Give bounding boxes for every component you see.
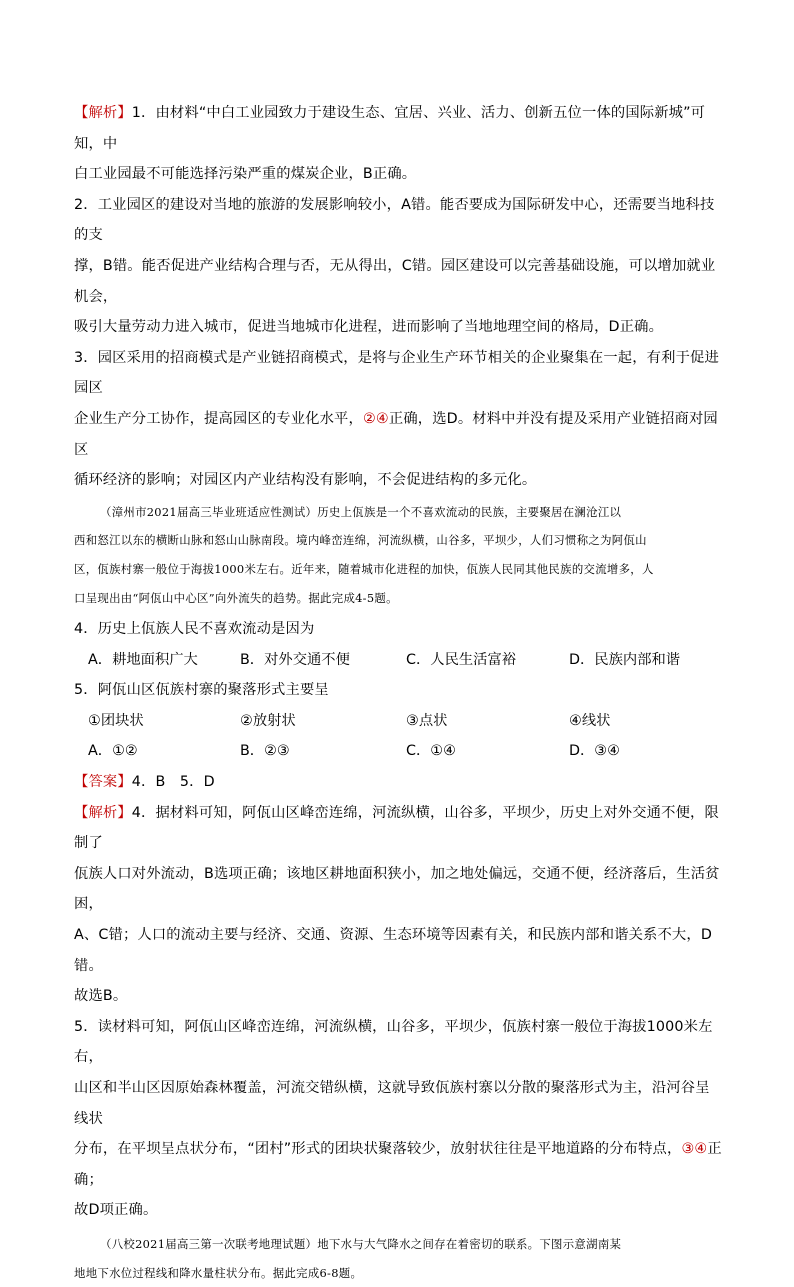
analysis-q1-line2: 白工业园最不可能选择污染严重的煤炭企业，B正确。	[74, 166, 417, 183]
intro-6-8-line2: 地地下水位过程线和降水量柱状分布。据此完成6-8题。	[74, 1265, 363, 1280]
intro-4-5-line2: 西和怒江以东的横断山脉和怒山山脉南段。境内峰峦连绵，河流纵横，山谷多，平坝少，人们习惯称之为阿佤山	[74, 533, 647, 548]
analysis-q4-line3: A、C错；人口的流动主要与经济、交通、资源、生态环境等因素有关，和民族内部和谐关系不大，D错。	[74, 927, 712, 974]
analysis-q1-line1: 【解析】1．由材料“中白工业园致力于建设生态、宜居、兴业、活力、创新五位一体的国际新城”可知，中	[74, 105, 706, 152]
item-3: ③点状	[406, 712, 448, 729]
analysis-q5-line4: 故D项正确。	[74, 1202, 158, 1219]
analysis-q2-line1: 2．工业园区的建设对当地的旅游的发展影响较小，A错。能否要成为国际研发中心，还需要当地科技的支	[74, 196, 715, 244]
option-b: B．②③	[240, 743, 290, 760]
option-c: C．人民生活富裕	[406, 651, 517, 668]
item-2: ②放射状	[240, 712, 296, 729]
question-5-options	[74, 736, 724, 767]
intro-6-8	[74, 1230, 724, 1287]
analysis-q5-line1: 5．读材料可知，阿佤山区峰峦连绵，河流纵横，山谷多，平坝少，佤族村寨一般位于海拔1000米左右，	[74, 1018, 713, 1066]
intro-4-5	[74, 498, 724, 612]
option-c: C．①④	[406, 743, 456, 760]
analysis-label: 【解析】	[74, 804, 132, 821]
analysis-q4-line1: 【解析】4．据材料可知，阿佤山区峰峦连绵，河流纵横，山谷多，平坝少，历史上对外交通不便，限制了	[74, 804, 719, 852]
option-b: B．对外交通不便	[240, 651, 350, 668]
analysis-q3-line3: 循环经济的影响；对园区内产业结构没有影响，不会促进结构的多元化。	[74, 472, 537, 489]
intro-4-5-line4: 口呈现出由“阿佤山中心区”向外流失的趋势。据此完成4-5题。	[74, 590, 398, 605]
intro-4-5-line3: 区，佤族村寨一般位于海拔1000米左右。近年来，随着城市化进程的加快，佤族人民同其他民族的交流增多，人	[74, 561, 654, 576]
question-5-stem: 5．阿佤山区佤族村寨的聚落形式主要呈	[74, 682, 329, 699]
option-a: A．耕地面积广大	[88, 651, 198, 668]
analysis-4-5	[74, 798, 724, 1226]
answer-label: 【答案】	[74, 774, 132, 791]
analysis-q5-line3: 分布，在平坝呈点状分布，“团村”形式的团块状聚落较少，放射状往往是平地道路的分布特点，③④正确；	[74, 1141, 722, 1188]
item-4: ④线状	[569, 712, 611, 729]
question-4-options	[74, 645, 724, 676]
analysis-q3-line1: 3．园区采用的招商模式是产业链招商模式，是将与企业生产环节相关的企业聚集在一起，有利于促进园区	[74, 349, 719, 397]
analysis-q2-line2: 撑，B错。能否促进产业结构合理与否，无从得出，C错。园区建设可以完善基础设施，可以增加就业机会，	[74, 257, 716, 305]
analysis-q2-line3: 吸引大量劳动力进入城市，促进当地城市化进程，进而影响了当地地理空间的格局，D正确。	[74, 319, 664, 336]
document-page	[74, 98, 724, 1287]
analysis-q4-line2: 佤族人口对外流动，B选项正确；该地区耕地面积狭小，加之地处偏远，交通不便，经济落后，生活贫困，	[74, 865, 720, 913]
answer-4-5	[74, 767, 724, 798]
question-4-stem: 4．历史上佤族人民不喜欢流动是因为	[74, 621, 315, 638]
option-d: D．民族内部和谐	[569, 651, 681, 668]
question-4	[74, 614, 724, 675]
option-d: D．③④	[569, 743, 620, 760]
highlight-answer: ③④	[681, 1141, 708, 1158]
analysis-label: 【解析】	[74, 105, 132, 121]
intro-6-8-line1: （八校2021届高三第一次联考地理试题）地下水与大气降水之间存在着密切的联系。下图示意湖南某	[100, 1236, 622, 1251]
option-a: A．①②	[88, 743, 138, 760]
answer-text: 4．B 5．D	[131, 774, 215, 791]
question-5-items	[74, 706, 724, 737]
item-1: ①团块状	[88, 712, 144, 729]
analysis-1-3	[74, 98, 724, 496]
analysis-q5-line2: 山区和半山区因原始森林覆盖，河流交错纵横，这就导致佤族村寨以分散的聚落形式为主，沿河谷呈线状	[74, 1080, 710, 1127]
analysis-q3-line2: 企业生产分工协作，提高园区的专业化水平，②④正确，选D。材料中并没有提及采用产业链招商对园区	[74, 410, 718, 458]
analysis-q4-line4: 故选B。	[74, 988, 128, 1005]
question-5	[74, 675, 724, 767]
highlight-answer: ②④	[362, 410, 389, 427]
intro-4-5-line1: （漳州市2021届高三毕业班适应性测试）历史上佤族是一个不喜欢流动的民族，主要聚居在澜沧江以	[100, 504, 622, 519]
